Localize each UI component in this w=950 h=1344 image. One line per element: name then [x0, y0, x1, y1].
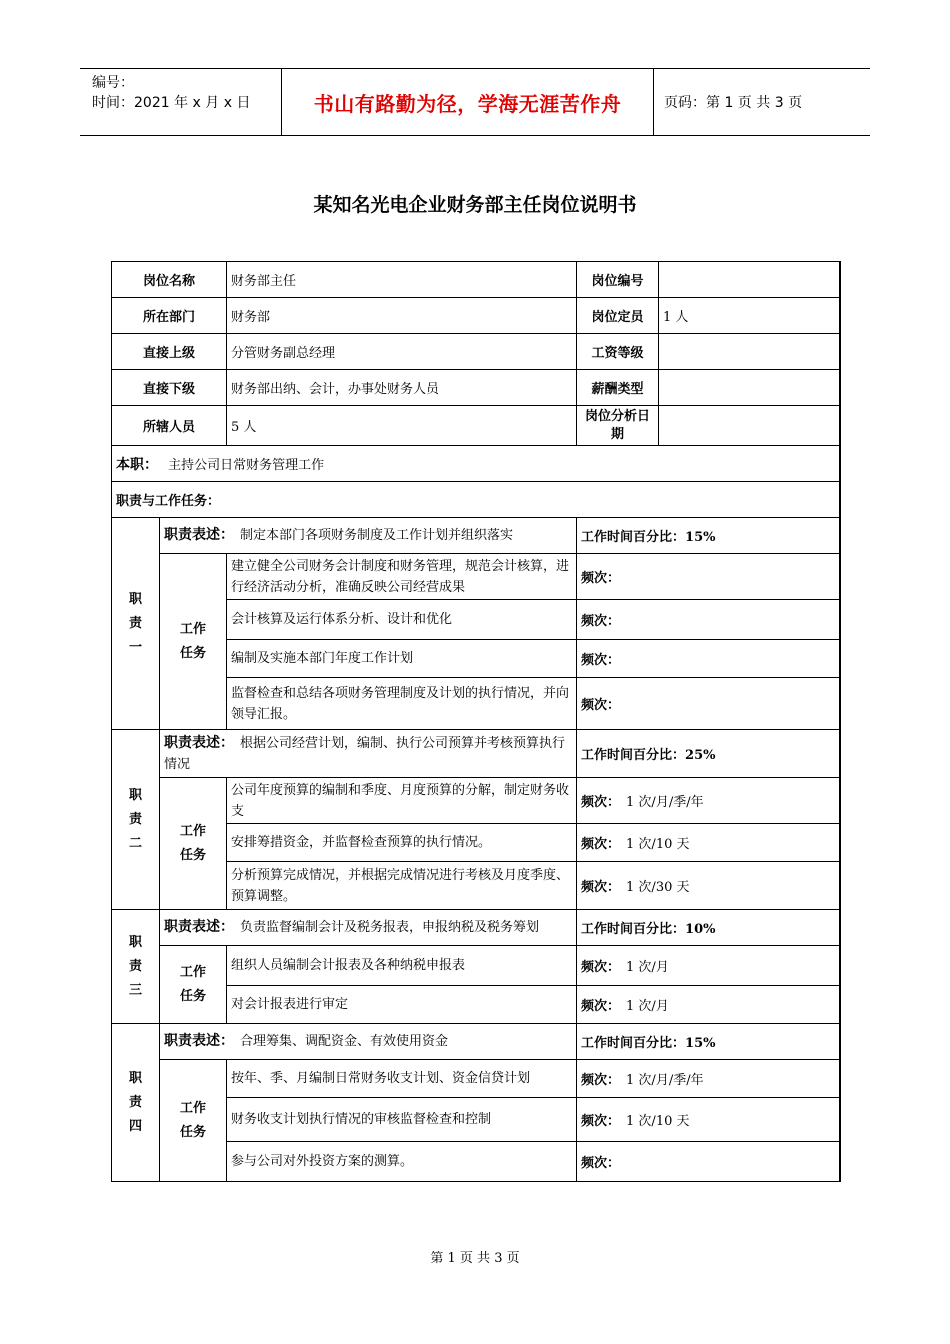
info-label: 岗位名称 [112, 262, 227, 298]
info-value [659, 370, 840, 406]
duty-statement-cell [160, 1024, 577, 1060]
duty-statement-row [112, 730, 840, 778]
duty-row [112, 446, 840, 482]
time-percent-value: 15% [685, 1036, 716, 1051]
document-title: 某知名光电企业财务部主任岗位说明书 [313, 194, 637, 216]
info-value: 分管财务副总经理 [227, 334, 577, 370]
task-text: 会计核算及运行体系分析、设计和优化 [227, 600, 577, 640]
info-value: 5 人 [227, 406, 577, 446]
tasks-heading: 职责与工作任务： [112, 482, 840, 518]
frequency-value: 1 次/月 [626, 960, 669, 975]
info-row [112, 334, 840, 370]
task-text: 分析预算完成情况，并根据完成情况进行考核及月度季度、预算调整。 [227, 862, 577, 910]
frequency-cell [577, 862, 840, 910]
frequency-cell [577, 678, 840, 730]
info-row [112, 370, 840, 406]
duty-statement-cell [160, 910, 577, 946]
statement-label: 职责表述： [164, 527, 234, 543]
task-text: 按年、季、月编制日常财务收支计划、资金信贷计划 [227, 1060, 577, 1098]
duty-number [112, 1024, 160, 1182]
frequency-cell [577, 1060, 840, 1098]
page-header [80, 68, 870, 136]
frequency-cell [577, 946, 840, 986]
info-value: 1 人 [659, 298, 840, 334]
task-text: 监督检查和总结各项财务管理制度及计划的执行情况，并向领导汇报。 [227, 678, 577, 730]
time-percent-cell [577, 518, 840, 554]
frequency-label: 频次： [581, 999, 621, 1014]
info-label: 所辖人员 [112, 406, 227, 446]
header-page-number: 页码：第 1 页 共 3 页 [664, 95, 803, 111]
frequency-cell [577, 554, 840, 600]
frequency-label: 频次： [581, 653, 621, 668]
duty-cell [112, 446, 840, 482]
frequency-cell [577, 824, 840, 862]
code-label: 编号： [92, 75, 134, 91]
page-footer: 第 1 页 共 3 页 [430, 1251, 520, 1266]
statement-label: 职责表述： [164, 734, 234, 751]
frequency-label: 频次： [581, 698, 621, 713]
info-value [659, 262, 840, 298]
task-row [112, 554, 840, 600]
frequency-label: 频次： [581, 837, 621, 852]
task-label-cell [160, 1060, 227, 1182]
frequency-label: 频次： [581, 960, 621, 975]
duty-statement-row [112, 1024, 840, 1060]
duty-number-text: 职责二 [129, 787, 143, 851]
task-row [112, 946, 840, 986]
job-description-table [111, 261, 841, 1182]
task-label-cell [160, 778, 227, 910]
frequency-label: 频次： [581, 1114, 621, 1129]
task-text: 安排筹措资金，并监督检查预算的执行情况。 [227, 824, 577, 862]
info-label: 直接上级 [112, 334, 227, 370]
duty-number [112, 910, 160, 1024]
header-motto: 书山有路勤为径，学海无涯苦作舟 [282, 69, 654, 135]
statement-text: 合理筹集、调配资金、有效使用资金 [240, 1034, 449, 1049]
task-text: 对会计报表进行审定 [227, 986, 577, 1024]
time-percent-cell [577, 730, 840, 778]
frequency-cell [577, 986, 840, 1024]
statement-text: 制定本部门各项财务制度及工作计划并组织落实 [240, 528, 514, 543]
time-percent-cell [577, 1024, 840, 1060]
task-label-cell [160, 554, 227, 730]
task-text: 编制及实施本部门年度工作计划 [227, 640, 577, 678]
frequency-value: 1 次/30 天 [626, 880, 690, 895]
info-label: 所在部门 [112, 298, 227, 334]
time-percent-value: 25% [685, 748, 716, 763]
duty-number [112, 518, 160, 730]
time-percent-label: 工作时间百分比： [581, 1036, 686, 1051]
info-label: 直接下级 [112, 370, 227, 406]
date-label: 时间：2021 年 x 月 x 日 [92, 95, 251, 111]
frequency-value: 1 次/月 [626, 999, 669, 1014]
duty-value: 主持公司日常财务管理工作 [168, 457, 325, 473]
frequency-cell [577, 1098, 840, 1142]
frequency-label: 频次： [581, 614, 621, 629]
task-label: 工作任务 [180, 964, 207, 1004]
frequency-label: 频次： [581, 571, 621, 586]
duty-number-text: 职责一 [129, 591, 143, 655]
task-row [112, 1060, 840, 1098]
duty-statement-row [112, 518, 840, 554]
duty-statement-cell [160, 518, 577, 554]
info-value: 财务部出纳、会计，办事处财务人员 [227, 370, 577, 406]
time-percent-label: 工作时间百分比： [581, 922, 686, 937]
time-percent-cell [577, 910, 840, 946]
statement-text: 负责监督编制会计及税务报表，申报纳税及税务筹划 [240, 920, 540, 935]
header-meta [80, 69, 282, 135]
statement-label: 职责表述： [164, 919, 234, 935]
duty-statement-row [112, 910, 840, 946]
tasks-heading-row [112, 482, 840, 518]
task-label: 工作任务 [180, 621, 207, 661]
time-percent-value: 10% [685, 922, 716, 937]
statement-label: 职责表述： [164, 1033, 234, 1049]
task-row [112, 778, 840, 824]
info-value [659, 334, 840, 370]
info-label: 岗位编号 [577, 262, 659, 298]
info-value: 财务部 [227, 298, 577, 334]
time-percent-label: 工作时间百分比： [581, 530, 686, 545]
info-label: 薪酬类型 [577, 370, 659, 406]
task-text: 参与公司对外投资方案的测算。 [227, 1142, 577, 1182]
info-label: 岗位定员 [577, 298, 659, 334]
statement-text: 根据公司经营计划，编制、执行公司预算并考核预算执行情况 [164, 735, 566, 772]
frequency-label: 频次： [581, 795, 621, 810]
duty-label: 本职： [116, 456, 158, 473]
frequency-label: 频次： [581, 1156, 621, 1171]
duty-number-text: 职责三 [129, 934, 143, 998]
task-text: 财务收支计划执行情况的审核监督检查和控制 [227, 1098, 577, 1142]
frequency-cell [577, 778, 840, 824]
task-label-cell [160, 946, 227, 1024]
info-row [112, 406, 840, 446]
task-text: 公司年度预算的编制和季度、月度预算的分解，制定财务收支 [227, 778, 577, 824]
frequency-value: 1 次/10 天 [626, 1114, 690, 1129]
frequency-cell [577, 640, 840, 678]
task-text: 建立健全公司财务会计制度和财务管理，规范会计核算，进行经济活动分析，准确反映公司经营成果 [227, 554, 577, 600]
duty-number [112, 730, 160, 910]
time-percent-value: 15% [685, 530, 716, 545]
frequency-label: 频次： [581, 1073, 621, 1088]
info-value: 财务部主任 [227, 262, 577, 298]
time-percent-label: 工作时间百分比： [581, 748, 686, 763]
info-label: 岗位分析日期 [577, 406, 659, 446]
task-label: 工作任务 [180, 823, 207, 863]
frequency-value: 1 次/月/季/年 [626, 1073, 704, 1088]
task-text: 组织人员编制会计报表及各种纳税申报表 [227, 946, 577, 986]
info-row [112, 262, 840, 298]
frequency-cell [577, 600, 840, 640]
task-label: 工作任务 [180, 1100, 207, 1140]
frequency-cell [577, 1142, 840, 1182]
frequency-value: 1 次/月/季/年 [626, 795, 704, 810]
info-label: 工资等级 [577, 334, 659, 370]
duty-statement-cell [160, 730, 577, 778]
info-row [112, 298, 840, 334]
frequency-value: 1 次/10 天 [626, 837, 690, 852]
duty-number-text: 职责四 [129, 1070, 143, 1134]
frequency-label: 频次： [581, 880, 621, 895]
info-value [659, 406, 840, 446]
